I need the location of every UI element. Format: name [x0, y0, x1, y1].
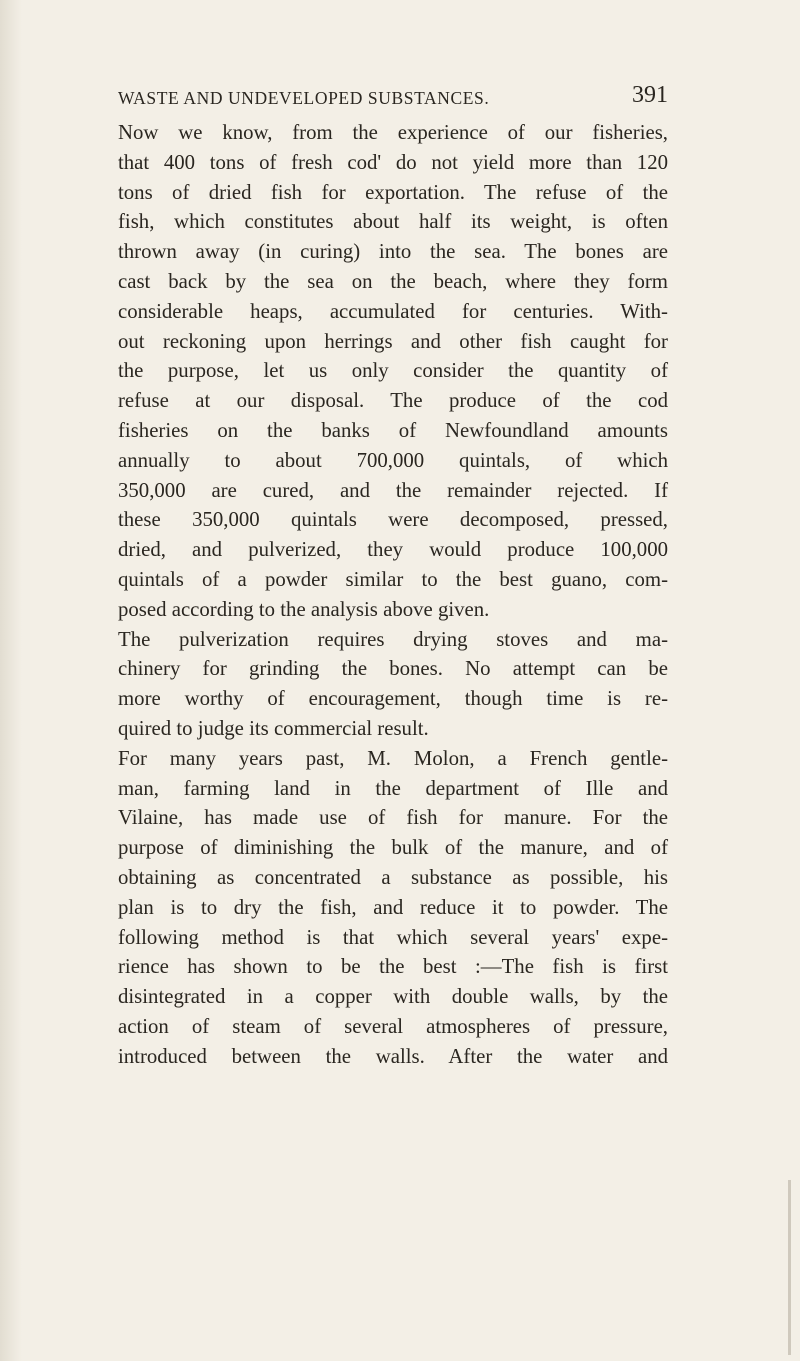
text-line: action of steam of several atmospheres of pressure,: [118, 1014, 668, 1038]
text-line: obtaining as concentrated a substance as possible, his: [118, 865, 668, 889]
page-number: 391: [632, 82, 668, 108]
text-line: plan is to dry the fish, and reduce it to powder. The: [118, 895, 668, 919]
text-line: that 400 tons of fresh cod' do not yield more than 120: [118, 150, 668, 174]
page-edge-mark: [788, 1180, 791, 1355]
text-line: considerable heaps, accumulated for centuries. With-: [118, 299, 668, 323]
text-line: refuse at our disposal. The produce of the cod: [118, 389, 668, 413]
text-line: rience has shown to be the best :—The fish is first: [118, 955, 668, 979]
text-line: introduced between the walls. After the water and: [118, 1044, 668, 1068]
text-line: disintegrated in a copper with double walls, by the: [118, 985, 668, 1009]
page-gutter-shadow: [0, 0, 22, 1361]
text-line: Now we know, from the experience of our fisheries,: [118, 121, 668, 144]
text-line: these 350,000 quintals were decomposed, pressed,: [118, 508, 668, 532]
text-line: Vilaine, has made use of fish for manure. For the: [118, 806, 668, 830]
text-line: quired to judge its commercial result.: [118, 716, 429, 740]
text-line: quintals of a powder similar to the best guano, com-: [118, 567, 668, 591]
text-line: out reckoning upon herrings and other fish caught for: [118, 329, 668, 353]
running-head-title: WASTE AND UNDEVELOPED SUBSTANCES.: [118, 88, 490, 108]
text-line: annually to about 700,000 quintals, of which: [118, 448, 668, 472]
text-line: purpose of diminishing the bulk of the manure, and of: [118, 836, 668, 860]
running-head: [108, 82, 668, 114]
text-line: the purpose, let us only consider the quantity of: [118, 359, 668, 383]
text-line: dried, and pulverized, they would produce 100,000: [118, 538, 668, 562]
text-line: posed according to the analysis above given.: [118, 597, 490, 621]
text-line: fish, which constitutes about half its weight, is often: [118, 210, 668, 234]
body-text: [118, 118, 668, 1072]
text-line: following method is that which several years' expe-: [118, 925, 668, 949]
text-line: thrown away (in curing) into the sea. The bones are: [118, 240, 668, 264]
text-line: man, farming land in the department of Ille and: [118, 776, 668, 800]
text-line: more worthy of encouragement, though time is re-: [118, 687, 668, 711]
text-line: chinery for grinding the bones. No attempt can be: [118, 657, 668, 681]
text-line: The pulverization requires drying stoves and ma-: [118, 627, 668, 651]
text-line: tons of dried fish for exportation. The refuse of the: [118, 180, 668, 204]
text-line: fisheries on the banks of Newfoundland amounts: [118, 418, 668, 442]
text-line: For many years past, M. Molon, a French gentle-: [118, 746, 668, 770]
text-line: cast back by the sea on the beach, where they form: [118, 269, 668, 293]
text-line: 350,000 are cured, and the remainder rejected. If: [118, 478, 668, 502]
